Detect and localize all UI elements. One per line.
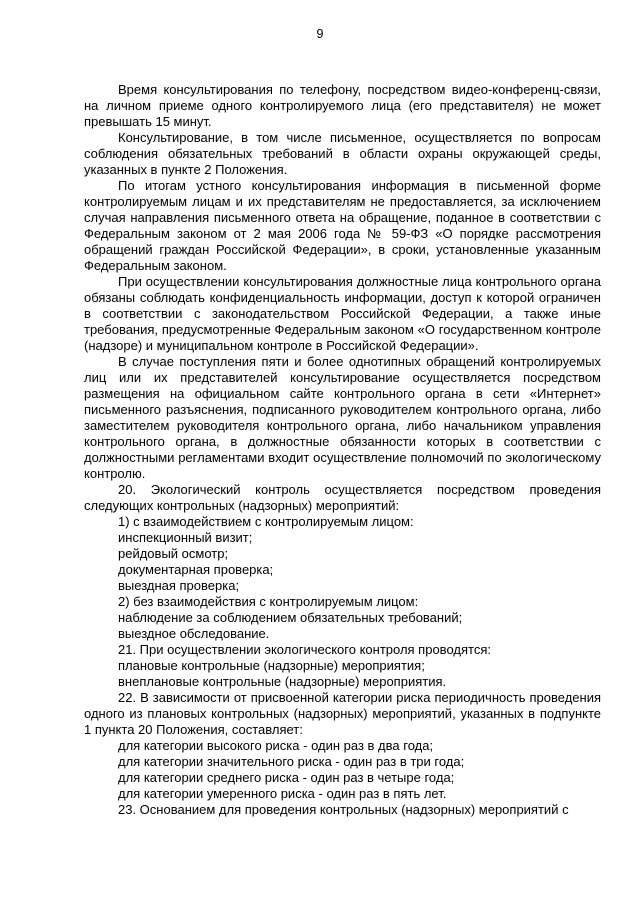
list-item: плановые контрольные (надзорные) мероприятия; xyxy=(118,658,425,673)
paragraph-similar-requests: В случае поступления пяти и более однотипных обращений контролируемых лиц или их представителей консультирование осуществляется посредством размещения на официальном сайте контрольного органа в сети «Интернет» письменного разъяснения, подписанного руководителем контрольного органа, либо заместителем руководителя контрольного органа, либо начальником управления контрольного органа, в должностные обязанности которых в соответствии с должностными регламентами входит осуществление полномочий по экологическому контролю. xyxy=(84,354,601,481)
clause-22: 22. В зависимости от присвоенной категории риска периодичность проведения одного из плановых контрольных (надзорных) мероприятий, указанных в подпункте 1 пункта 20 Положения, составляет: xyxy=(84,690,601,737)
list-item: внеплановые контрольные (надзорные) мероприятия. xyxy=(118,674,447,689)
list-item: документарная проверка; xyxy=(118,562,274,577)
list-item: наблюдение за соблюдением обязательных требований; xyxy=(118,610,463,625)
paragraph-consultation-time: Время консультирования по телефону, посредством видео-конференц-связи, на личном приеме одного контролируемого лица (его представителя) не может превышать 15 минут. xyxy=(84,82,601,129)
paragraph-oral-consultation-results: По итогам устного консультирования информация в письменной форме контролируемым лицам и их представителям не предоставляется, за исключением случая направления письменного ответа на обращение, поданное в соответствии с Федеральным законом от 2 мая 2006 года № 59-ФЗ «О порядке рассмотрения обращений граждан Российской Федерации», в сроки, установленные указанным Федеральным законом. xyxy=(84,178,601,273)
paragraph-consultation-scope: Консультирование, в том числе письменное, осуществляется по вопросам соблюдения обязательных требований в области охраны окружающей среды, указанных в пункте 2 Положения. xyxy=(84,130,601,177)
page-number: 9 xyxy=(316,27,324,41)
list-item: инспекционный визит; xyxy=(118,530,253,545)
list-item: 2) без взаимодействия с контролируемым лицом: xyxy=(118,594,419,609)
clause-20: 20. Экологический контроль осуществляется посредством проведения следующих контрольных (надзорных) мероприятий: xyxy=(84,482,601,513)
list-item: для категории значительного риска - один раз в три года; xyxy=(118,754,465,769)
list-item: рейдовый осмотр; xyxy=(118,546,229,561)
clause-23: 23. Основанием для проведения контрольных (надзорных) мероприятий с xyxy=(118,802,569,817)
list-item: для категории высокого риска - один раз в два года; xyxy=(118,738,434,753)
list-item: 1) с взаимодействием с контролируемым лицом: xyxy=(118,514,414,529)
list-item: для категории умеренного риска - один раз в пять лет. xyxy=(118,786,447,801)
list-item: выездная проверка; xyxy=(118,578,240,593)
list-item: для категории среднего риска - один раз в четыре года; xyxy=(118,770,455,785)
document-body xyxy=(84,82,601,818)
paragraph-confidentiality: При осуществлении консультирования должностные лица контрольного органа обязаны соблюдать конфиденциальность информации, доступ к которой ограничен в соответствии с законодательством Российской Федерации, а также иные требования, предусмотренные Федеральным законом «О государственном контроле (надзоре) и муниципальном контроле в Российской Федерации». xyxy=(84,274,601,353)
list-item: выездное обследование. xyxy=(118,626,270,641)
clause-21: 21. При осуществлении экологического контроля проводятся: xyxy=(118,642,491,657)
